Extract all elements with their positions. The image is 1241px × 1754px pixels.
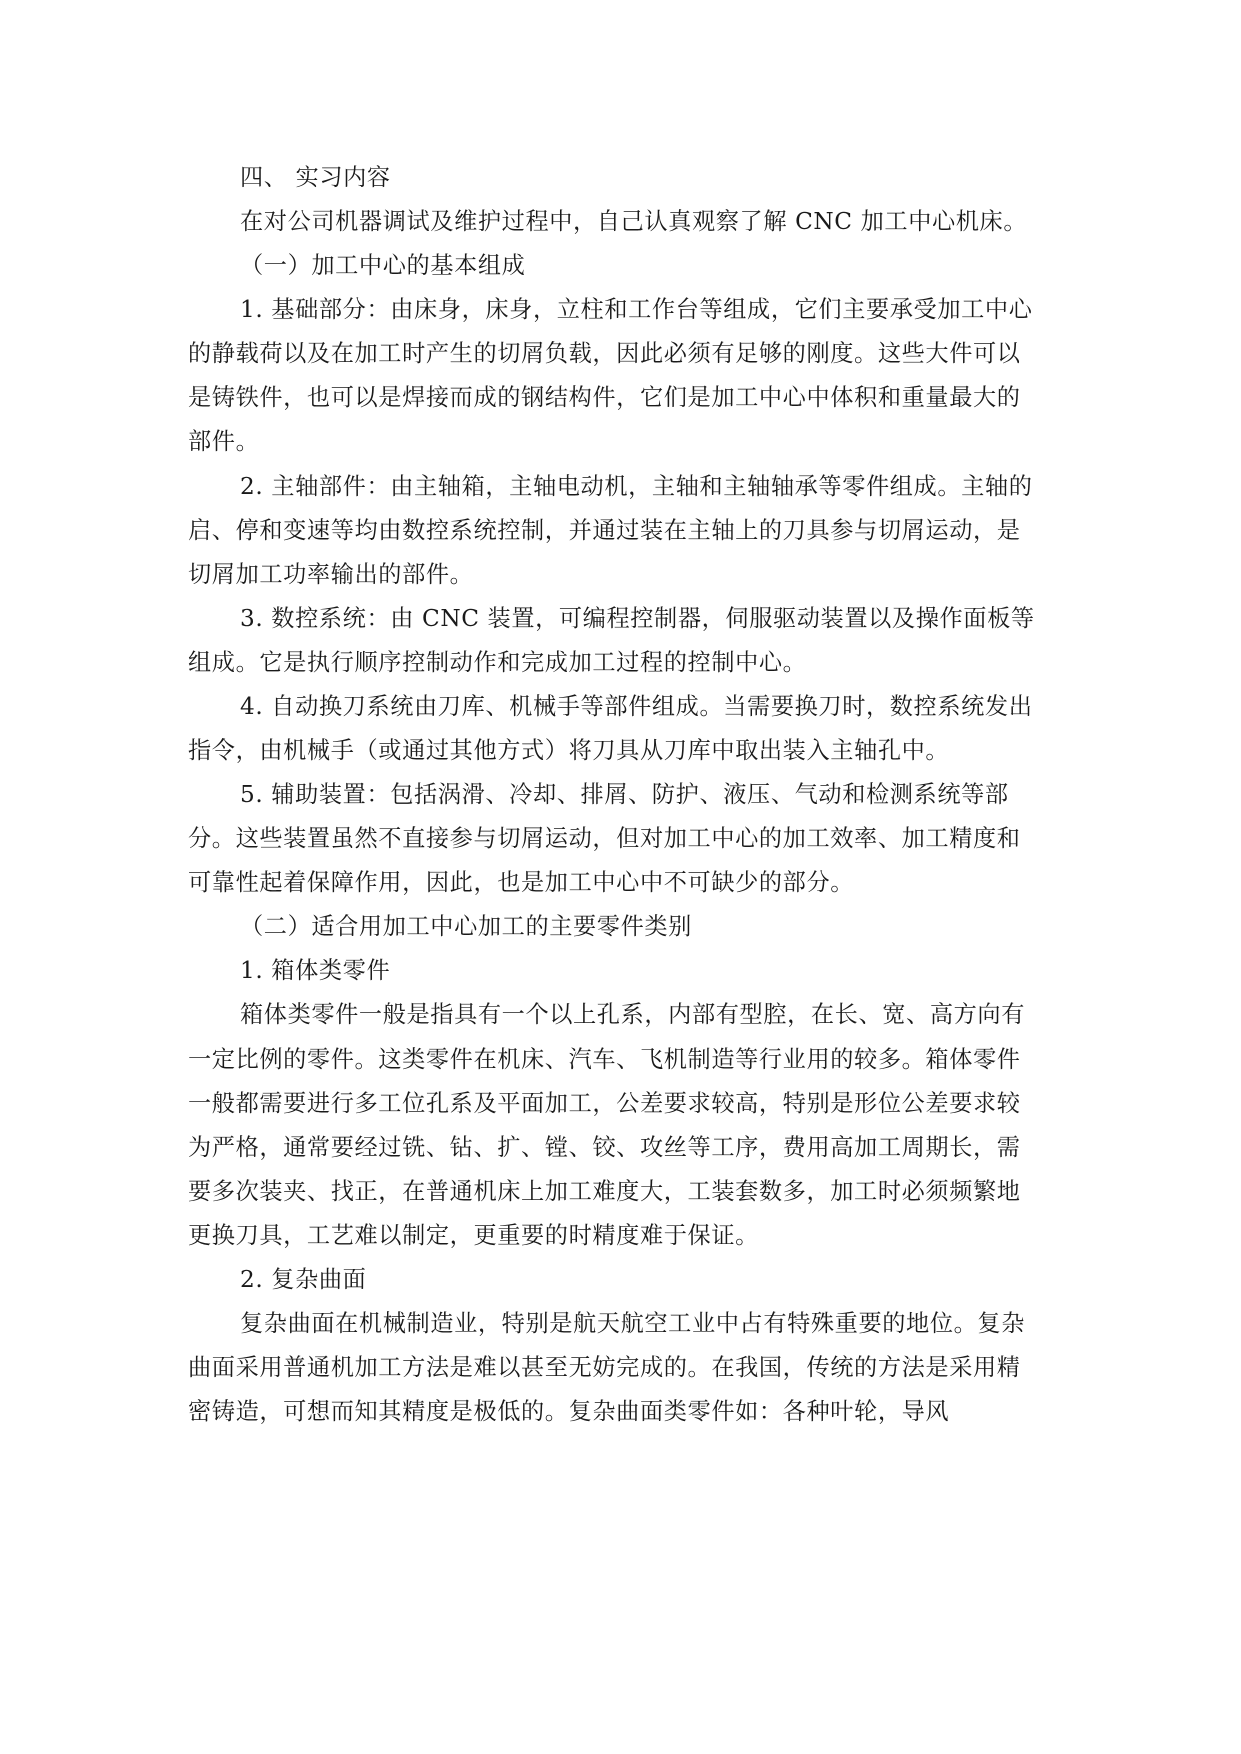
composition-item-auxiliary: 5. 辅助装置：包括涡滑、冷却、排屑、防护、液压、气动和检测系统等部分。这些装置虽然不直接参与切屑运动，但对加工中心的加工效率、加工精度和可靠性起着保障作用，因此，也是加工中心中不可缺少的部分。 [188, 781, 1021, 897]
category-heading-box-parts: 1. 箱体类零件 [240, 957, 391, 985]
subsection-heading-basic-composition: （一）加工中心的基本组成 [240, 252, 526, 280]
intro-paragraph: 在对公司机器调试及维护过程中，自己认真观察了解 CNC 加工中心机床。 [240, 208, 1028, 236]
document-body [188, 156, 1043, 1434]
composition-item-cnc-system: 3. 数控系统：由 CNC 装置，可编程控制器，伺服驱动装置以及操作面板等组成。它是执行顺序控制动作和完成加工过程的控制中心。 [188, 604, 1035, 676]
category-text-box-parts: 箱体类零件一般是指具有一个以上孔系，内部有型腔，在长、宽、高方向有一定比例的零件。这类零件在机床、汽车、飞机制造等行业用的较多。箱体零件一般都需要进行多工位孔系及平面加工，公差要求较高，特别是形位公差要求较为严格，通常要经过铣、钻、扩、镗、铰、攻丝等工序，费用高加工周期长，需要多次装夹、找正，在普通机床上加工难度大，工装套数多，加工时必须频繁地更换刀具，工艺难以制定，更重要的时精度难于保证。 [188, 1001, 1025, 1249]
category-text-complex-surfaces: 复杂曲面在机械制造业，特别是航天航空工业中占有特殊重要的地位。复杂曲面采用普通机加工方法是难以甚至无妨完成的。在我国，传统的方法是采用精密铸造，可想而知其精度是极低的。复杂曲面类零件如：各种叶轮，导风 [188, 1310, 1025, 1426]
category-heading-complex-surfaces: 2. 复杂曲面 [240, 1265, 367, 1293]
composition-item-foundation: 1. 基础部分：由床身，床身，立柱和工作台等组成，它们主要承受加工中心的静载荷以及在加工时产生的切屑负载，因此必须有足够的刚度。这些大件可以是铸铁件，也可以是焊接而成的钢结构件，它们是加工中心中体积和重量最大的部件。 [188, 296, 1033, 456]
composition-item-spindle: 2. 主轴部件：由主轴箱，主轴电动机，主轴和主轴轴承等零件组成。主轴的启、停和变速等均由数控系统控制，并通过装在主轴上的刀具参与切屑运动，是切屑加工功率输出的部件。 [188, 472, 1033, 588]
composition-item-tool-changer: 4. 自动换刀系统由刀库、机械手等部件组成。当需要换刀时，数控系统发出指令，由机械手（或通过其他方式）将刀具从刀库中取出装入主轴孔中。 [188, 692, 1033, 765]
subsection-heading-part-categories: （二）适合用加工中心加工的主要零件类别 [240, 913, 692, 941]
section-heading: 四、 实习内容 [240, 164, 391, 191]
